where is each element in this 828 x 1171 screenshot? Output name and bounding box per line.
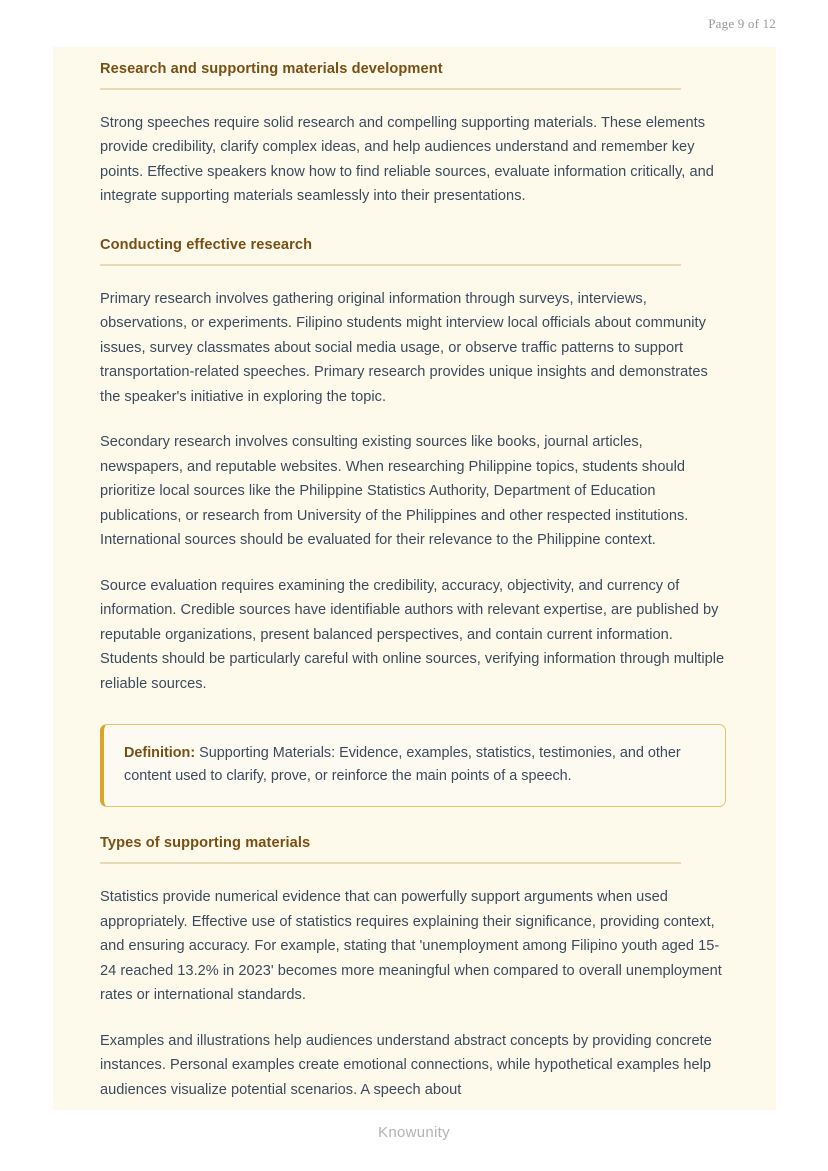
definition-callout-text	[124, 742, 707, 788]
page-header	[0, 0, 828, 47]
section-heading-research: Conducting effective research	[100, 236, 313, 253]
definition-callout	[100, 724, 726, 807]
paragraph-secondary-research: Secondary research involves consulting existing sources like books, journal articles, newspapers, and reputable websites. When researching Philippine topics, students should prioritize local sources like the Philippine Statistics Authority, Department of Education publications, or research from University of the Philippines and other respected institutions. International sources should be evaluated for their relevance to the Philippine context.	[100, 434, 689, 549]
definition-label: Definition:	[124, 745, 196, 762]
page-indicator: Page 9 of 12	[708, 15, 776, 31]
paragraph-statistics: Statistics provide numerical evidence that can powerfully support arguments when used appropriately. Effective use of statistics requires explaining their significance, providing context, and ensuring accuracy. For example, stating that 'unemployment among Filipino youth aged 15-24 reached 13.2% in 2023' becomes more meaningful when compared to overall unemployment rates or international standards.	[100, 889, 722, 1004]
intro-paragraph: Strong speeches require solid research and compelling supporting materials. These elements provide credibility, clarify complex ideas, and help audiences understand and remember key points. Effective speakers know how to find reliable sources, evaluate information critically, and integrate supporting materials seamlessly into their presentations.	[100, 114, 714, 205]
document-panel	[53, 47, 776, 1110]
section-research	[100, 209, 728, 266]
document-content	[53, 47, 776, 1102]
footer-brand: Knowunity	[378, 1124, 450, 1141]
section-heading-materials: Types of supporting materials	[100, 835, 311, 852]
document-footer	[0, 1124, 828, 1142]
paragraph-examples: Examples and illustrations help audiences understand abstract concepts by providing concrete instances. Personal examples create emotional connections, while hypothetical examples help audiences visualize potential scenarios. A speech about	[100, 1032, 712, 1098]
page-title: Research and supporting materials development	[100, 61, 443, 77]
paragraph-source-evaluation: Source evaluation requires examining the credibility, accuracy, objectivity, and currency of information. Credible sources have identifiable authors with relevant expertise, are published by reputable organizations, present balanced perspectives, and contain current information. Students should be particularly careful with online sources, verifying information through multiple reliable sources.	[100, 577, 725, 692]
paragraph-primary-research: Primary research involves gathering original information through surveys, interviews, observations, or experiments. Filipino students might interview local officials about community issues, survey classmates about social media usage, or observe traffic patterns to support transportation-related speeches. Primary research provides unique insights and demonstrates the speaker's initiative in exploring the topic.	[100, 290, 708, 405]
definition-body: Supporting Materials: Evidence, examples, statistics, testimonies, and other content used to clarify, prove, or reinforce the main points of a speech.	[124, 745, 681, 785]
section-materials	[100, 807, 728, 864]
